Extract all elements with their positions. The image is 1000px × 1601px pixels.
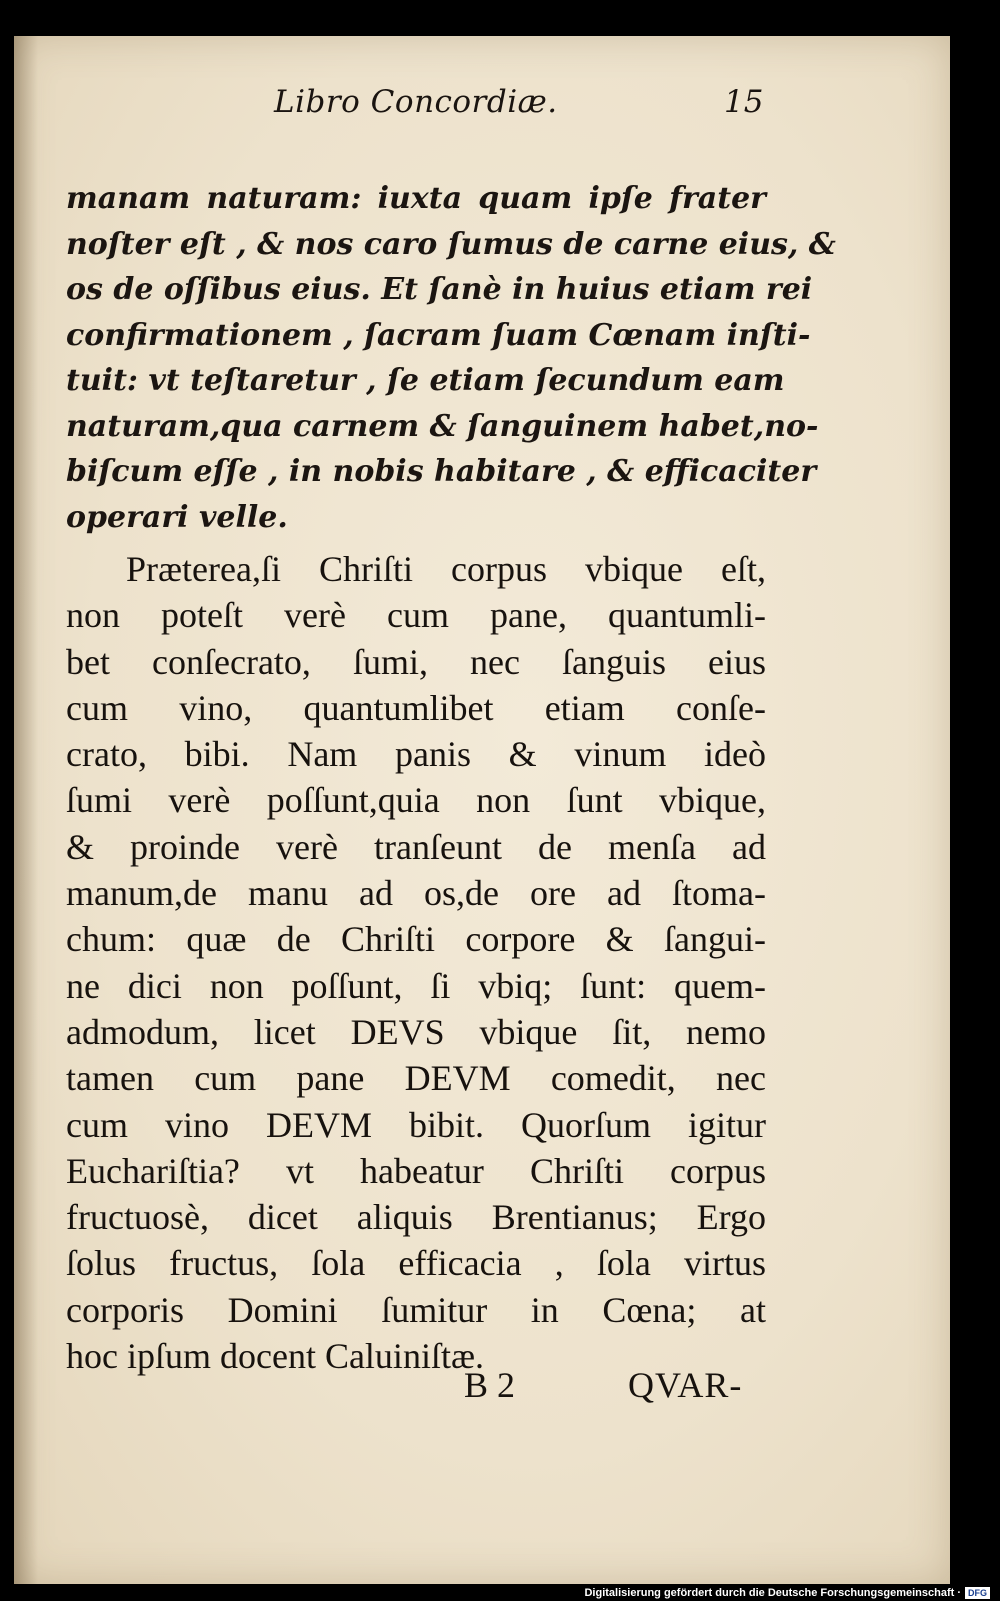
- book-page: [14, 36, 950, 1584]
- text-line: crato, bibi. Nam panis & vinum ideò: [66, 734, 766, 775]
- text-line: & proinde verè tranſeunt de menſa ad: [66, 826, 766, 867]
- page-number: 15: [724, 84, 764, 120]
- text-line: biſcum eſſe , in nobis habitare , & efficaciter: [66, 454, 817, 489]
- text-line: manam naturam: iuxta quam ipſe frater: [66, 181, 766, 216]
- text-line: admodum, licet DEVS vbique ſit, nemo: [66, 1011, 766, 1052]
- text-line: tamen cum pane DEVM comedit, nec: [66, 1058, 766, 1099]
- digitization-credit: [584, 1587, 990, 1599]
- italic-paragraph: [66, 176, 836, 540]
- dfg-logo-icon: DFG: [965, 1587, 990, 1599]
- text-line: fructuosè, dicet aliquis Brentianus; Ergo: [66, 1197, 766, 1238]
- text-line: cum vino DEVM bibit. Quorſum igitur: [66, 1104, 766, 1145]
- text-line: ſumi verè poſſunt,quia non ſunt vbique,: [66, 780, 766, 821]
- catchword: QVAR-: [628, 1365, 743, 1405]
- credit-text: Digitalisierung gefördert durch die Deutsche Forschungsgemeinschaft ·: [584, 1587, 961, 1599]
- text-line: noſter eſt , & nos caro ſumus de carne eius, &: [66, 226, 836, 262]
- text-line: tuit: vt teſtaretur , ſe etiam ſecundum eam: [66, 363, 785, 398]
- text-line: operari velle.: [66, 499, 288, 535]
- running-head: [14, 84, 950, 134]
- text-line: bet conſecrato, ſumi, nec ſanguis eius: [66, 641, 766, 682]
- text-line: ne dici non poſſunt, ſi vbiq; ſunt: quem-: [66, 965, 766, 1006]
- signature-mark: B 2: [464, 1365, 516, 1405]
- text-line: hoc ipſum docent Caluiniſtæ.: [66, 1336, 484, 1377]
- text-line: naturam,qua carnem & ſanguinem habet,no-: [66, 408, 819, 444]
- text-line: confirmationem , ſacram ſuam Cœnam inſti-: [66, 317, 811, 353]
- text-line: ſolus fructus, ſola efficacia , ſola virtus: [66, 1243, 766, 1284]
- text-line: chum: quæ de Chriſti corpore & ſangui-: [66, 919, 766, 960]
- text-line: corporis Domini ſumitur in Cœna; at: [66, 1289, 766, 1330]
- text-line: non poteſt verè cum pane, quantumli-: [66, 595, 766, 636]
- text-line: cum vino, quantumlibet etiam conſe-: [66, 687, 766, 728]
- text-line: manum,de manu ad os,de ore ad ſtoma-: [66, 873, 766, 914]
- roman-paragraph: [66, 546, 766, 1379]
- text-line: Præterea,ſi Chriſti corpus vbique eſt,: [126, 549, 766, 589]
- running-title: Libro Concordiæ.: [274, 84, 558, 120]
- text-line: Euchariſtia? vt habeatur Chriſti corpus: [66, 1150, 766, 1191]
- text-line: os de oſſibus eius. Et ſanè in huius etiam rei: [66, 272, 813, 307]
- page-gutter-shadow: [14, 36, 38, 1584]
